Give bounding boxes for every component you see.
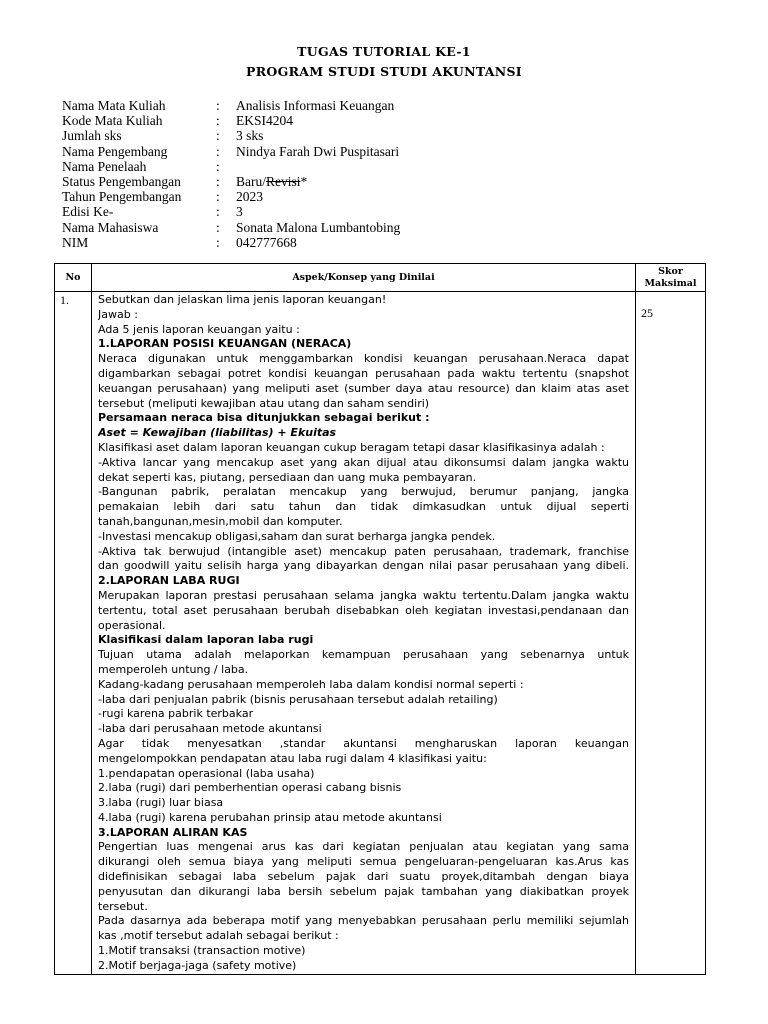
info-colon: :: [216, 189, 220, 205]
header-skor-line2: Maksimal: [644, 277, 697, 289]
section-heading: 3.LAPORAN ALIRAN KAS: [98, 825, 248, 839]
text-line: didefinisikan sebagai laba sebelum pajak dari suatu proyek,ditambah dengan biaya: [98, 870, 629, 884]
text-line: 2.laba (rugi) dari pemberhentian operasi cabang bisnis: [98, 781, 402, 795]
text-line: dan goodwill yaitu selisih harga yang dibayarkan dengan nilai pasar perusahaan yang dibeli.: [98, 559, 629, 573]
text-line: -laba dari penjualan pabrik (bisnis perusahaan tersebut adalah retailing): [98, 692, 498, 706]
row-number: 1.: [55, 292, 92, 975]
info-value: EKSI4204: [236, 113, 293, 129]
text-line: kas ,motif tersebut adalah sebagai berikut :: [98, 929, 339, 943]
table-row: [55, 292, 706, 975]
text-line: -Bangunan pabrik, peralatan mencakup yang berwujud, berumur panjang, jangka: [98, 485, 629, 499]
text-line: 4.laba (rugi) karena perubahan prinsip atau metode akuntansi: [98, 810, 442, 824]
info-label: Tahun Pengembangan: [62, 189, 182, 205]
info-colon: :: [216, 219, 220, 235]
equation: Aset = Kewajiban (liabilitas) + Ekuitas: [98, 426, 337, 440]
text-line: keuangan perusahaan) yang meliputi aset (sumber daya atau resource) dan klaim atas aset: [98, 381, 629, 395]
text-line: dikurangi oleh semua biaya yang meliputi semua pengeluaran-pengeluaran kas.Arus kas: [98, 855, 629, 869]
text-line: operasional.: [98, 618, 166, 632]
section-heading: 1.LAPORAN POSISI KEUANGAN (NERACA): [98, 337, 352, 351]
info-label: Nama Mahasiswa: [62, 219, 159, 235]
info-colon: :: [216, 98, 220, 113]
text-line: tersebut (meliputi kewajiban atau utang dan saham sendiri): [98, 396, 430, 410]
text-line: -rugi karena pabrik terbakar: [98, 707, 254, 721]
assessment-table: [54, 263, 706, 975]
info-value: Nindya Farah Dwi Puspitasari: [236, 143, 400, 159]
info-colon: :: [216, 128, 220, 144]
info-colon: :: [216, 143, 220, 159]
subheading: Persamaan neraca bisa ditunjukkan sebagai berikut :: [98, 411, 430, 425]
info-colon: :: [216, 204, 220, 220]
header-skor: [636, 264, 706, 292]
text-line: Kadang-kadang perusahaan memperoleh laba dalam kondisi normal seperti :: [98, 677, 524, 691]
text-line: tersebut.: [98, 899, 148, 913]
text-line: penyusutan dan dikurangi laba bersih sebelum pajak tambahan yang diakibatkan proyek: [98, 884, 629, 898]
info-value: 2023: [236, 189, 263, 205]
text-line: digambarkan sebagai potret kondisi keuangan perusahaan pada waktu tertentu (snapshot: [98, 366, 629, 380]
text-line: -Aktiva lancar yang mencakup aset yang akan dijual atau dikonsumsi dalam jangka waktu: [98, 455, 629, 469]
info-value: 3: [236, 204, 243, 220]
text-line: Ada 5 jenis laporan keuangan yaitu :: [98, 322, 300, 336]
text-line: Agar tidak menyesatkan ,standar akuntansi mengharuskan laporan keuangan: [98, 736, 629, 750]
max-score: 25: [636, 292, 706, 975]
info-label: NIM: [62, 234, 89, 250]
text-line: Pada dasarnya ada beberapa motif yang menyebabkan perusahaan perlu memiliki sejumlah: [98, 914, 629, 928]
text-line: tertentu, total aset perusahaan berubah disebabkan oleh kegiatan investasi,pendanaan dan: [98, 603, 629, 617]
info-value: Analisis Informasi Keuangan: [236, 98, 395, 113]
section-heading: 2.LAPORAN LABA RUGI: [98, 574, 240, 588]
document-title: TUGAS TUTORIAL KE-1: [297, 44, 471, 59]
text-line: 1.Motif transaksi (transaction motive): [98, 944, 306, 958]
table-header-row: [55, 264, 706, 292]
info-colon: :: [216, 234, 220, 250]
text-line: Tujuan utama adalah melaporkan kemampuan perusahaan yang sebenarnya untuk: [98, 648, 629, 662]
info-label: Kode Mata Kuliah: [62, 113, 163, 129]
subheading: Klasifikasi dalam laporan laba rugi: [98, 633, 314, 647]
info-value: Sonata Malona Lumbantobing: [236, 219, 401, 235]
question-text: Sebutkan dan jelaskan lima jenis laporan keuangan!: [98, 293, 387, 306]
status-option-baru: Baru/: [236, 173, 266, 189]
info-value: 042777668: [236, 234, 297, 250]
text-line: Merupakan laporan prestasi perusahaan selama jangka waktu tertentu.Dalam jangka waktu: [98, 588, 629, 602]
info-label: Edisi Ke-: [62, 204, 114, 220]
info-colon: :: [216, 173, 220, 189]
text-line: 2.Motif berjaga-jaga (safety motive): [98, 958, 297, 972]
text-line: 3.laba (rugi) luar biasa: [98, 796, 224, 810]
text-line: dekat seperti kas, piutang, persediaan dan uang muka pembayaran.: [98, 470, 477, 484]
text-line: 1.pendapatan operasional (laba usaha): [98, 766, 315, 780]
text-line: memperoleh untung / laba.: [98, 662, 249, 676]
info-label: Status Pengembangan: [62, 173, 181, 189]
status-asterisk: *: [300, 173, 308, 189]
text-line: Pengertian luas mengenai arus kas dari kegiatan penjualan atau kegiatan yang sama: [98, 840, 629, 854]
info-label: Nama Penelaah: [62, 158, 147, 174]
info-label: Jumlah sks: [62, 128, 122, 144]
answer-label: Jawab :: [98, 307, 138, 321]
answer-content: [92, 292, 636, 975]
info-value: [236, 174, 307, 189]
status-option-revisi-struck: Revisi: [266, 173, 301, 189]
info-value: 3 sks: [236, 128, 264, 144]
text-line: tanah,bangunan,mesin,mobil dan komputer.: [98, 514, 343, 528]
text-line: -Investasi mencakup obligasi,saham dan surat berharga jangka pendek.: [98, 529, 496, 543]
document-subtitle: PROGRAM STUDI STUDI AKUNTANSI: [246, 64, 522, 79]
text-line: -laba dari perusahaan metode akuntansi: [98, 722, 322, 736]
header-no: No: [55, 264, 92, 292]
text-line: -Aktiva tak berwujud (intangible aset) mencakup paten perusahaan, trademark, franchise: [98, 544, 629, 558]
info-label: Nama Mata Kuliah: [62, 98, 166, 113]
text-line: Klasifikasi aset dalam laporan keuangan cukup beragam tetapi dasar klasifikasinya adalah :: [98, 440, 605, 454]
text-line: Neraca digunakan untuk menggambarkan kondisi keuangan perusahaan.Neraca dapat: [98, 352, 629, 366]
info-label: Nama Pengembang: [62, 143, 168, 159]
header-aspek: Aspek/Konsep yang Dinilai: [92, 264, 636, 292]
text-line: mengelompokkan pendapatan atau laba rugi dalam 4 klasifikasi yaitu:: [98, 751, 487, 765]
header-skor-line1: Skor: [658, 265, 683, 277]
info-colon: :: [216, 113, 220, 129]
info-colon: :: [216, 158, 220, 174]
text-line: pemakaian lebih dari satu tahun dan tidak dimkasudkan untuk dijual seperti: [98, 500, 629, 514]
